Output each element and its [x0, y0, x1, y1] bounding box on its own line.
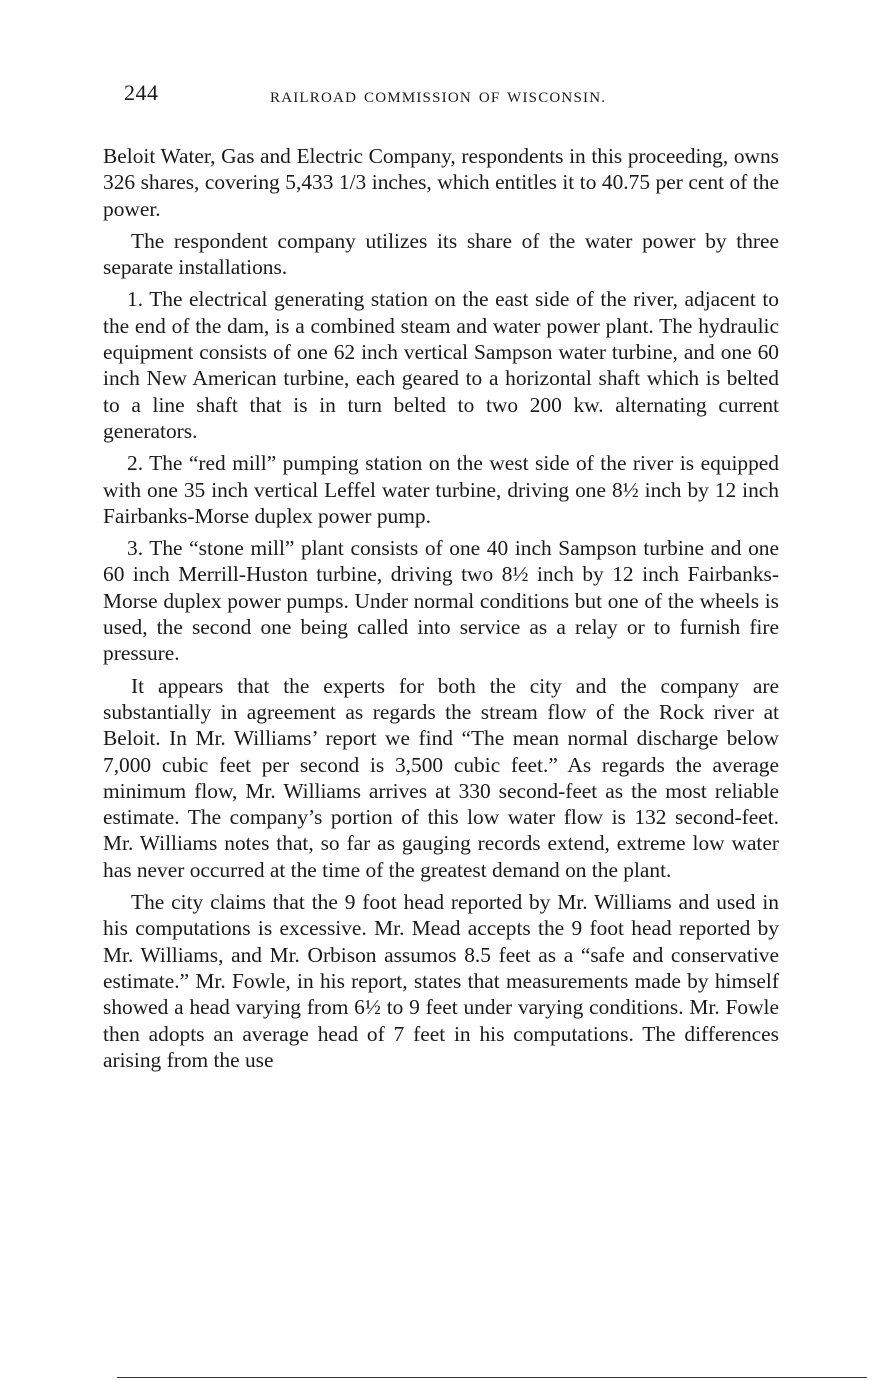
bottom-rule — [117, 1377, 867, 1378]
running-head: RAILROAD COMMISSION OF WISCONSIN. — [270, 90, 607, 106]
paragraph-head-claims: The city claims that the 9 foot head reported by Mr. Williams and used in his computations is excessive. Mr. Mead accepts the 9 foot head reported by Mr. Williams, and Mr. Orbison assumos 8.5 feet as a “safe and conservative estimate.” Mr. Fowle, in his report, states that measurements made by himself showed a head varying from 6½ to 9 feet under varying conditions. Mr. Fowle then adopts an average head of 7 feet in his computations. The differences arising from the use — [103, 890, 779, 1072]
body-text — [103, 143, 779, 1079]
paragraph-ownership: Beloit Water, Gas and Electric Company, respondents in this proceeding, owns 326 shares, covering 5,433 1/3 inches, which entitles it to 40.75 per cent of the power. — [103, 144, 779, 221]
paragraph-item-1-generating-station: 1. The electrical generating station on the east side of the river, adjacent to the end of the dam, is a combined steam and water power plant. The hydraulic equipment consists of one 62 inch vertical Sampson water turbine, and one 60 inch New American turbine, each geared to a horizontal shaft which is belted to a line shaft that is in turn belted to two 200 kw. alternating current generators. — [103, 287, 779, 443]
paragraph-item-2-red-mill: 2. The “red mill” pumping station on the west side of the river is equipped with one 35 inch vertical Leffel water turbine, driving one 8½ inch by 12 inch Fairbanks-Morse duplex power pump. — [103, 451, 779, 528]
paragraph-item-3-stone-mill: 3. The “stone mill” plant consists of one 40 inch Sampson turbine and one 60 inch Merrill-Huston turbine, driving two 8½ inch by 12 inch Fairbanks-Morse duplex power pumps. Under normal conditions but one of the wheels is used, the second one being called into service as a relay or to furnish fire pressure. — [103, 536, 779, 666]
paragraph-stream-flow: It appears that the experts for both the city and the company are substantially in agreement as regards the stream flow of the Rock river at Beloit. In Mr. Williams’ report we find “The mean normal discharge below 7,000 cubic feet per second is 3,500 cubic feet.” As regards the average minimum flow, Mr. Williams arrives at 330 second-feet as the most reliable estimate. The company’s portion of this low water flow is 132 second-feet. Mr. Williams notes that, so far as gauging records extend, extreme low water has never occurred at the time of the greatest demand on the plant. — [103, 673, 779, 882]
paragraph-installations-intro: The respondent company utilizes its share of the water power by three separate installations. — [103, 228, 779, 280]
page-number: 244 — [124, 80, 159, 105]
